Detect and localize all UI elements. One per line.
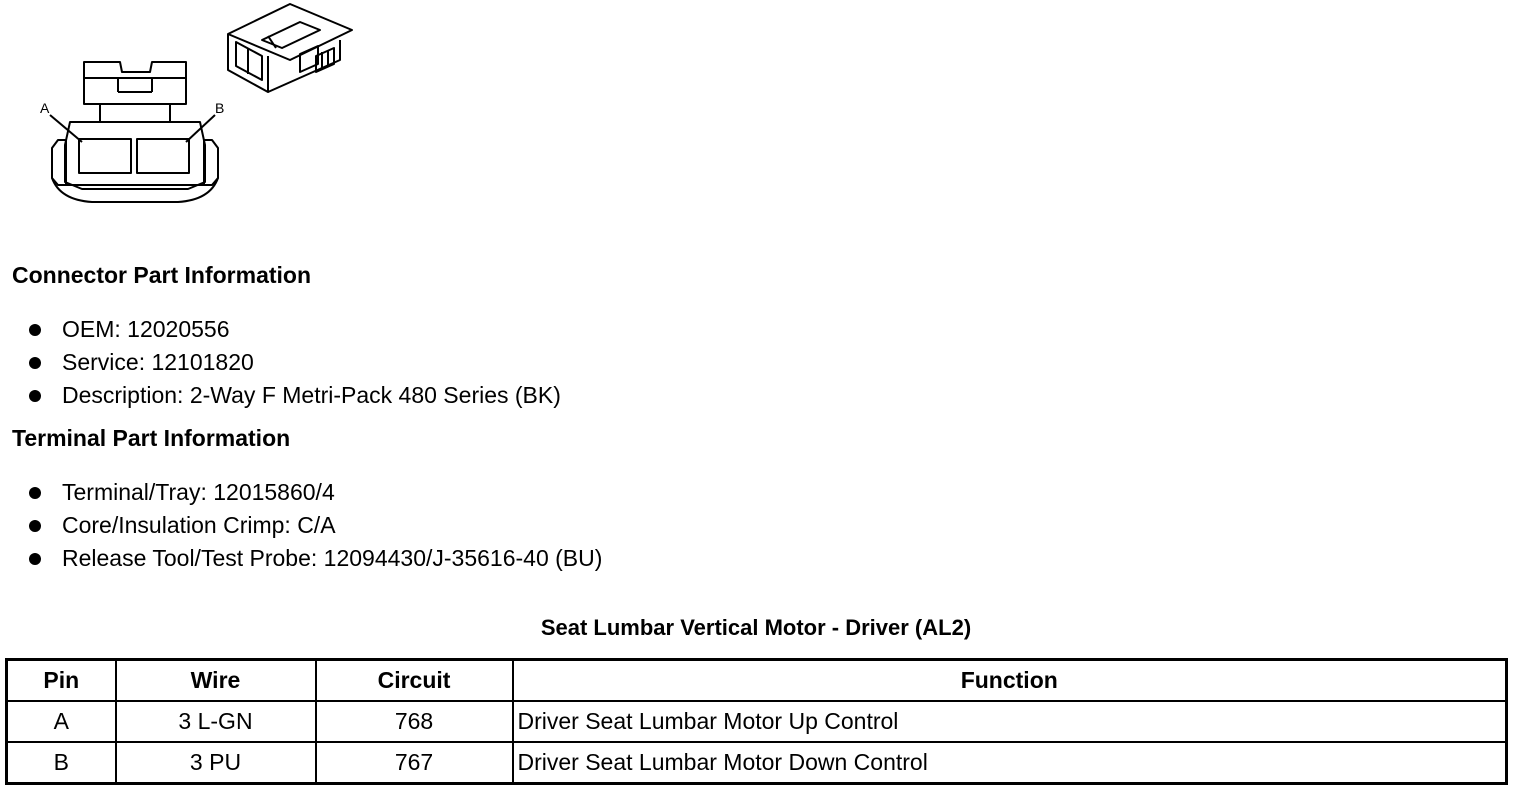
cell-function: Driver Seat Lumbar Motor Up Control [513,701,1507,742]
connector-info-heading: Connector Part Information [12,262,312,288]
header-function: Function [513,660,1507,702]
connector-isometric-view [228,4,352,92]
list-item: OEM: 12020556 [28,313,561,346]
pinout-table [5,658,1508,785]
list-item: Description: 2-Way F Metri-Pack 480 Series (BK) [28,379,561,412]
cell-circuit: 768 [316,701,513,742]
list-item: Release Tool/Test Probe: 12094430/J-35616-40 (BU) [28,542,602,575]
leader-b [186,115,215,142]
connector-info-list [28,313,561,412]
table-header-row [7,660,1507,702]
terminal-info-heading: Terminal Part Information [12,425,291,451]
connector-body [52,122,218,202]
header-circuit: Circuit [316,660,513,702]
cell-pin: A [7,701,116,742]
cell-wire: 3 PU [116,742,316,784]
table-title: Seat Lumbar Vertical Motor - Driver (AL2) [540,615,972,640]
table-row [7,742,1507,784]
terminal-info-list [28,476,602,575]
cell-function: Driver Seat Lumbar Motor Down Control [513,742,1507,784]
list-item: Terminal/Tray: 12015860/4 [28,476,602,509]
table-row [7,701,1507,742]
pin-label-a: A [40,100,50,116]
connector-latch [84,62,186,122]
cell-wire: 3 L-GN [116,701,316,742]
pin-label-b: B [215,100,225,116]
cavity-b [137,139,189,173]
header-wire: Wire [116,660,316,702]
header-pin: Pin [7,660,116,702]
cavity-a [79,139,131,173]
cell-circuit: 767 [316,742,513,784]
cell-pin: B [7,742,116,784]
list-item: Service: 12101820 [28,346,561,379]
connector-diagram [0,0,380,215]
list-item: Core/Insulation Crimp: C/A [28,509,602,542]
